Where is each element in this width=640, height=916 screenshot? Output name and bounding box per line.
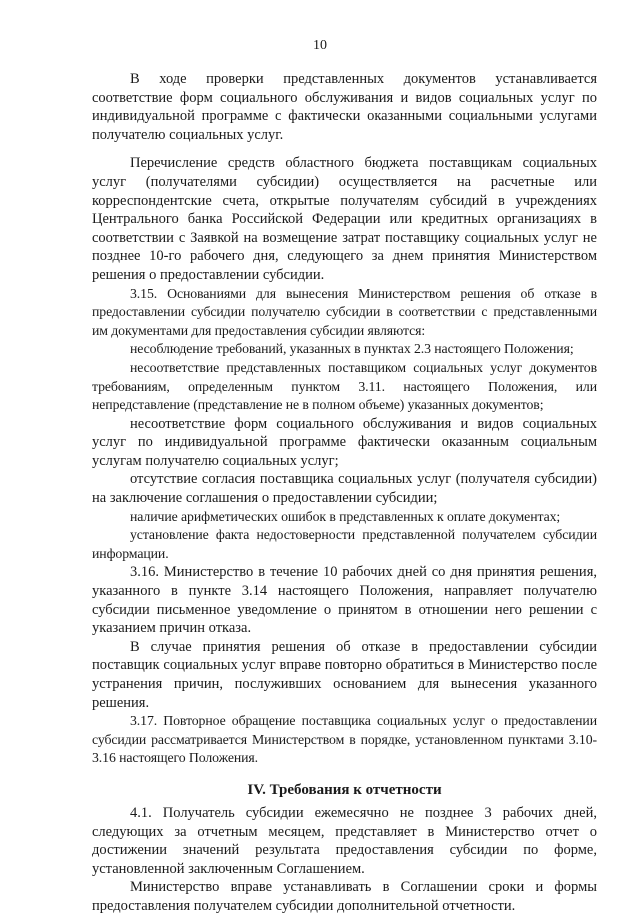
list-item-arithmetic-errors: наличие арифметических ошибок в представленных к оплате документах;: [130, 508, 561, 524]
section-heading: IV. Требования к отчетности: [247, 781, 442, 798]
paragraph-3-15-refusal-grounds: 3.15. Основаниями для вынесения Министерством решения об отказе в предоставлении субсидии получателю субсидии в соответствии с представленными им документами для предоставления субсидии являются:: [92, 285, 597, 338]
document-body: [92, 70, 597, 916]
list-item-document-mismatch: несоответствие представленных поставщиком социальных услуг документов требованиям, определенным пунктом 3.11. настоящего Положения, или непредставление (представление не в полном объеме) указанных документов;: [92, 359, 597, 413]
paragraph-4-1-reporting: 4.1. Получатель субсидии ежемесячно не позднее 3 рабочих дней, следующих за отчетным месяцем, представляет в Министерство отчет о достижении значений результата предоставления субсидии по форме, установленной заключенным Соглашением.: [92, 804, 597, 877]
paragraph-3-17-repeat-review: 3.17. Повторное обращение поставщика социальных услуг о предоставлении субсидии рассматривается Министерством в порядке, установленном пунктами 3.10-3.16 настоящего Положения.: [92, 713, 597, 766]
page-number: 10: [313, 38, 327, 53]
list-item-requirements-violation: несоблюдение требований, указанных в пунктах 2.3 настоящего Положения;: [130, 341, 574, 357]
paragraph-3-16-notification: 3.16. Министерство в течение 10 рабочих дней со дня принятия решения, указанного в пункте 3.14 настоящего Положения, направляет получателю субсидии письменное уведомление о принятом в отношении него решении с указанием причин отказа.: [92, 564, 597, 637]
paragraph-verification: В ходе проверки представленных документов устанавливается соответствие форм социального обслуживания и видов социальных услуг по индивидуальной программе с фактически оказанными социальными услугами получателю социальных услуг.: [92, 71, 597, 143]
paragraph-transfer-of-funds: Перечисление средств областного бюджета поставщикам социальных услуг (получателями субсидии) осуществляется на расчетные или корреспондентские счета, открытые получателям субсидий в учреждениях Центрального банка Российской Федерации или кредитных организациях в соответствии с Заявкой на возмещение затрат поставщику социальных услуг не позднее 10-го рабочего дня, следующего за днем принятия Министерством решения о предоставлении субсидии.: [92, 155, 597, 283]
paragraph-repeat-application: В случае принятия решения об отказе в предоставлении субсидии поставщик социальных услуг вправе повторно обратиться в Министерство после устранения причин, послуживших основанием для вынесения указанного решения.: [92, 638, 597, 711]
list-item-service-mismatch: несоответствие форм социального обслуживания и видов социальных услуг по индивидуальной программе фактически оказанным социальным услугам получателю социальных услуг;: [92, 415, 597, 469]
list-item-no-consent: отсутствие согласия поставщика социальных услуг (получателя субсидии) на заключение соглашения о предоставлении субсидии;: [92, 471, 597, 507]
list-item-unreliable-information: установление факта недостоверности представленной получателем субсидии информации.: [92, 527, 597, 561]
paragraph-additional-reporting: Министерство вправе устанавливать в Соглашении сроки и формы предоставления получателем субсидии дополнительной отчетности.: [92, 879, 597, 914]
